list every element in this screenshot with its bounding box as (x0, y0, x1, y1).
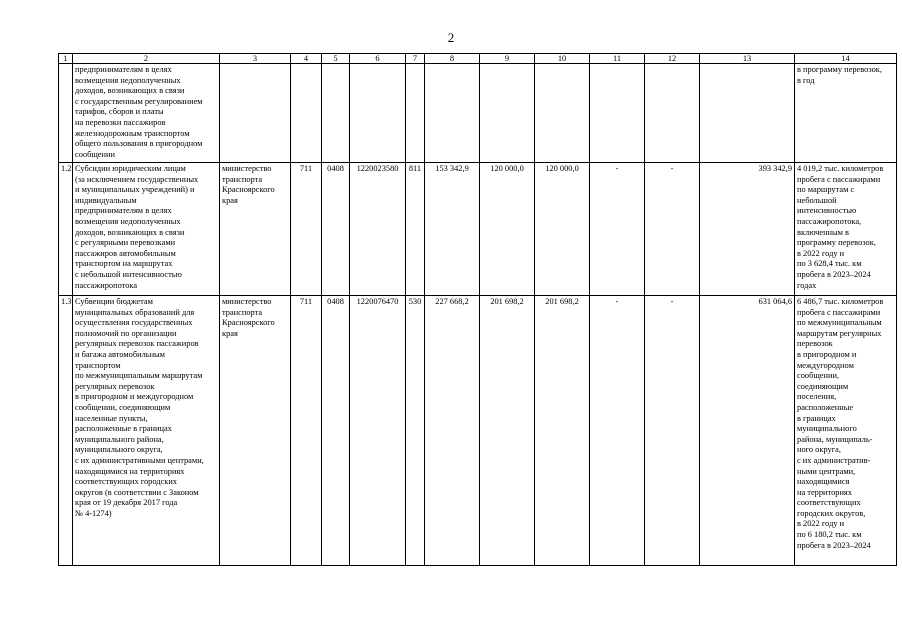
code-grbs: 711 (291, 163, 322, 296)
header-cell: 14 (795, 54, 897, 64)
code-rzpr: 0408 (322, 296, 350, 566)
administrator: министерство транспорта Красноярского края (220, 163, 291, 296)
table-header-row (59, 54, 897, 64)
header-cell: 1 (59, 54, 73, 64)
header-cell: 12 (645, 54, 700, 64)
row-number (59, 64, 73, 163)
amount-2023 (480, 64, 535, 163)
amount-2024 (535, 64, 590, 163)
row-number: 1.2 (59, 163, 73, 296)
code-csr: 1220023580 (350, 163, 406, 296)
amount-2024: 201 698,2 (535, 296, 590, 566)
header-cell: 10 (535, 54, 590, 64)
code-rzpr (322, 64, 350, 163)
header-cell: 6 (350, 54, 406, 64)
amount-total (700, 64, 795, 163)
code-csr (350, 64, 406, 163)
amount-total: 393 342,9 (700, 163, 795, 296)
code-grbs (291, 64, 322, 163)
amount-col11: - (590, 296, 645, 566)
amount-col12: - (645, 296, 700, 566)
amount-total: 631 064,6 (700, 296, 795, 566)
code-vr (406, 64, 425, 163)
header-cell: 9 (480, 54, 535, 64)
header-cell: 3 (220, 54, 291, 64)
amount-2024: 120 000,0 (535, 163, 590, 296)
expected-result: 6 486,7 тыс. километров пробега с пассажирами по межмуниципальным маршрутам регулярных перевозок в пригородном и междугородном сообщении, соединяющим поселения, расположенные в границах муниципального района, муниципаль- ного округа, с их административ- ными центрами, находящимися на территориях соответствующих городских округов, в 2022 году и по 6 180,2 тыс. км пробега в 2023–2024 (795, 296, 897, 566)
administrator: министерство транспорта Красноярского края (220, 296, 291, 566)
code-vr: 530 (406, 296, 425, 566)
amount-2022 (425, 64, 480, 163)
header-cell: 8 (425, 54, 480, 64)
code-grbs: 711 (291, 296, 322, 566)
amount-col11: - (590, 163, 645, 296)
measure-name: предпринимателям в целях возмещения недополученных доходов, возникающих в связи с государственным регулированием тарифов, сборов и платы на перевозки пассажиров железнодорожным транспортом общего пользования в пригородном сообщении (73, 64, 220, 163)
amount-col12: - (645, 163, 700, 296)
amount-2022: 153 342,9 (425, 163, 480, 296)
header-cell: 5 (322, 54, 350, 64)
header-cell: 13 (700, 54, 795, 64)
program-table (58, 53, 897, 566)
code-rzpr: 0408 (322, 163, 350, 296)
amount-col11 (590, 64, 645, 163)
table-row-continuation (59, 64, 897, 163)
expected-result: в программу перевозок, в год (795, 64, 897, 163)
amount-2023: 120 000,0 (480, 163, 535, 296)
administrator (220, 64, 291, 163)
code-csr: 1220076470 (350, 296, 406, 566)
expected-result: 4 019,2 тыс. километров пробега с пассажирами по маршрутам с небольшой интенсивностью пассажиропотока, включенным в программу перевозок, в 2022 году и по 3 628,4 тыс. км пробега в 2023–2024 годах (795, 163, 897, 296)
table-row-1-2 (59, 163, 897, 296)
measure-name: Субвенции бюджетам муниципальных образований для осуществления государственных полномочий по организации регулярных перевозок пассажиров и багажа автомобильным транспортом по межмуниципальным маршрутам регулярных перевозок в пригородном и междугородном сообщении, соединяющим населенные пункты, расположенные в границах муниципального района, муниципального округа, с их административными центрами, находящимися на территориях соответствующих городских округов (в соответствии с Законом края от 19 декабря 2017 года № 4-1274) (73, 296, 220, 566)
amount-2022: 227 668,2 (425, 296, 480, 566)
table-row-1-3 (59, 296, 897, 566)
code-vr: 811 (406, 163, 425, 296)
header-cell: 4 (291, 54, 322, 64)
amount-col12 (645, 64, 700, 163)
measure-name: Субсидии юридическим лицам (за исключением государственных и муниципальных учреждений) и индивидуальным предпринимателям в целях возмещения недополученных доходов, возникающих в связи с регулярными перевозками пассажиров автомобильным транспортом на маршрутах с небольшой интенсивностью пассажиропотока (73, 163, 220, 296)
amount-2023: 201 698,2 (480, 296, 535, 566)
row-number: 1.3 (59, 296, 73, 566)
page-number: 2 (447, 30, 455, 45)
header-cell: 11 (590, 54, 645, 64)
header-cell: 2 (73, 54, 220, 64)
header-cell: 7 (406, 54, 425, 64)
